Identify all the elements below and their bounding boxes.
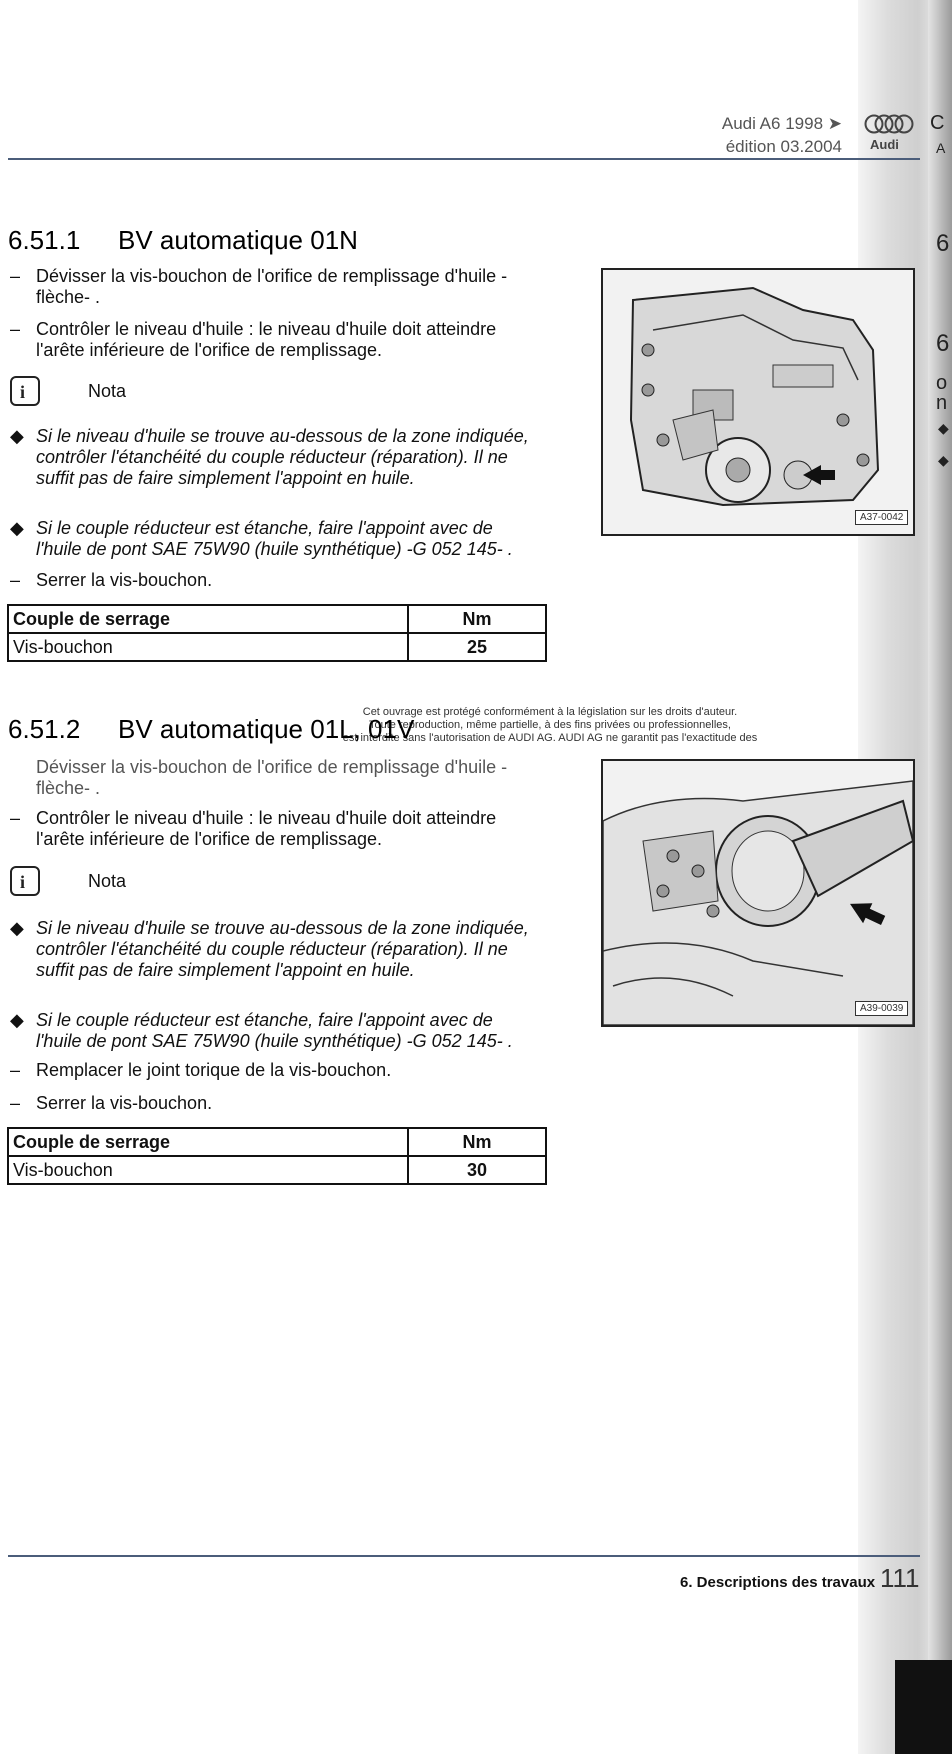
bleed-letter: A	[936, 140, 946, 156]
step-text: Serrer la vis-bouchon.	[36, 570, 213, 590]
footer-chapter: 6. Descriptions des travaux	[680, 1574, 876, 1591]
table-header-row	[8, 605, 546, 633]
diamond-icon: ◆	[10, 426, 24, 446]
table-header-row	[8, 1128, 546, 1156]
page-header	[722, 112, 842, 158]
nota-label: Nota	[88, 381, 127, 401]
dash-icon: –	[10, 570, 21, 590]
bleed-letter: 6	[936, 330, 950, 357]
bleed-letter: o	[936, 372, 948, 394]
bullet-text: Si le couple réducteur est étanche, faire l'appoint avec de l'huile de pont SAE 75W90 (huile synthétique) -G 052 145- .	[36, 518, 513, 559]
table-row	[8, 1156, 546, 1184]
table-cell: Couple de serrage	[8, 1128, 408, 1156]
table-cell: Vis-bouchon	[8, 633, 408, 661]
step-text: Contrôler le niveau d'huile : le niveau d'huile doit atteindre l'arête inférieure de l'orifice de remplissage.	[36, 808, 497, 849]
audi-rings-logo	[864, 113, 914, 135]
section-number: 6.51.1	[8, 225, 81, 255]
torque-table	[7, 604, 547, 662]
note-bullet	[10, 518, 540, 560]
procedure-step	[10, 266, 540, 308]
watermark-line: est interdite sans l'autorisation de AUDI AG. AUDI AG ne garantit pas l'exactitude des	[342, 732, 758, 744]
table-cell: 30	[408, 1156, 546, 1184]
bullet-text: Si le niveau d'huile se trouve au-dessous de la zone indiquée, contrôler l'étanchéité du couple réducteur (réparation). Il ne suffit pas de faire simplement l'appoint en huile.	[36, 426, 529, 488]
svg-text:i: i	[20, 382, 26, 402]
bleed-letter: ◆	[938, 420, 949, 436]
gearbox-illustration	[601, 759, 915, 1027]
bullet-text: Si le niveau d'huile se trouve au-dessous de la zone indiquée, contrôler l'étanchéité du couple réducteur (réparation). Il ne suffit pas de faire simplement l'appoint en huile.	[36, 918, 529, 980]
watermark-line: Toute reproduction, même partielle, à des fins privées ou professionnelles,	[369, 719, 731, 731]
step-text: Contrôler le niveau d'huile : le niveau d'huile doit atteindre l'arête inférieure de l'orifice de remplissage.	[36, 319, 497, 360]
page-edge-dark	[928, 0, 952, 1754]
dash-icon: –	[10, 808, 21, 828]
gearbox-drawing	[603, 270, 913, 534]
step-text: Remplacer le joint torique de la vis-bouchon.	[36, 1060, 392, 1080]
section-title: BV automatique 01N	[118, 225, 358, 255]
page-edge-corner	[895, 1660, 952, 1754]
figure-label: A39-0039	[855, 1001, 908, 1016]
footer-rule	[8, 1555, 920, 1557]
page-number: 111	[880, 1563, 920, 1593]
table-cell: Nm	[408, 1128, 546, 1156]
procedure-step	[10, 319, 540, 361]
bleed-letter: n	[936, 392, 948, 414]
dash-icon: –	[10, 319, 21, 339]
step-text: Dévisser la vis-bouchon de l'orifice de remplissage d'huile -flèche- .	[36, 266, 508, 307]
header-edition: édition 03.2004	[725, 137, 842, 156]
nota-label: Nota	[88, 871, 127, 891]
bleed-letter: C	[930, 112, 945, 134]
procedure-step	[10, 757, 540, 799]
svg-text:i: i	[20, 872, 26, 892]
procedure-step	[10, 1060, 540, 1081]
dash-icon: –	[10, 266, 21, 286]
bleed-letter: 6	[936, 230, 950, 257]
step-text: Dévisser la vis-bouchon de l'orifice de remplissage d'huile -flèche- .	[36, 757, 508, 798]
header-rule	[8, 158, 920, 160]
procedure-step	[10, 570, 540, 591]
section-heading	[8, 225, 358, 256]
table-cell: 25	[408, 633, 546, 661]
gearbox-drawing	[603, 761, 913, 1025]
procedure-step	[10, 1093, 540, 1114]
table-cell: Vis-bouchon	[8, 1156, 408, 1184]
dash-icon: –	[10, 1093, 21, 1113]
watermark-line: Cet ouvrage est protégé conformément à la législation sur les droits d'auteur.	[362, 706, 738, 718]
dash-icon: –	[10, 1060, 21, 1080]
section-title: BV automatique 01L, 01V	[118, 714, 415, 744]
note-bullet	[10, 426, 540, 489]
note-bullet	[10, 1010, 540, 1052]
diamond-icon: ◆	[10, 1010, 24, 1030]
note-bullet	[10, 918, 540, 981]
diamond-icon: ◆	[10, 918, 24, 938]
info-book-icon	[10, 376, 40, 406]
table-cell: Couple de serrage	[8, 605, 408, 633]
bleed-letter: ◆	[938, 452, 949, 468]
torque-table	[7, 1127, 547, 1185]
table-row	[8, 633, 546, 661]
procedure-step	[10, 808, 540, 850]
figure-label: A37-0042	[855, 510, 908, 525]
diamond-icon: ◆	[10, 518, 24, 538]
step-text: Serrer la vis-bouchon.	[36, 1093, 213, 1113]
section-heading	[8, 714, 414, 745]
gearbox-illustration	[601, 268, 915, 536]
audi-wordmark: Audi	[870, 137, 899, 152]
section-number: 6.51.2	[8, 714, 81, 744]
info-book-icon	[10, 866, 40, 896]
table-cell: Nm	[408, 605, 546, 633]
bullet-text: Si le couple réducteur est étanche, faire l'appoint avec de l'huile de pont SAE 75W90 (huile synthétique) -G 052 145- .	[36, 1010, 513, 1051]
header-model: Audi A6 1998 ➤	[721, 114, 842, 133]
